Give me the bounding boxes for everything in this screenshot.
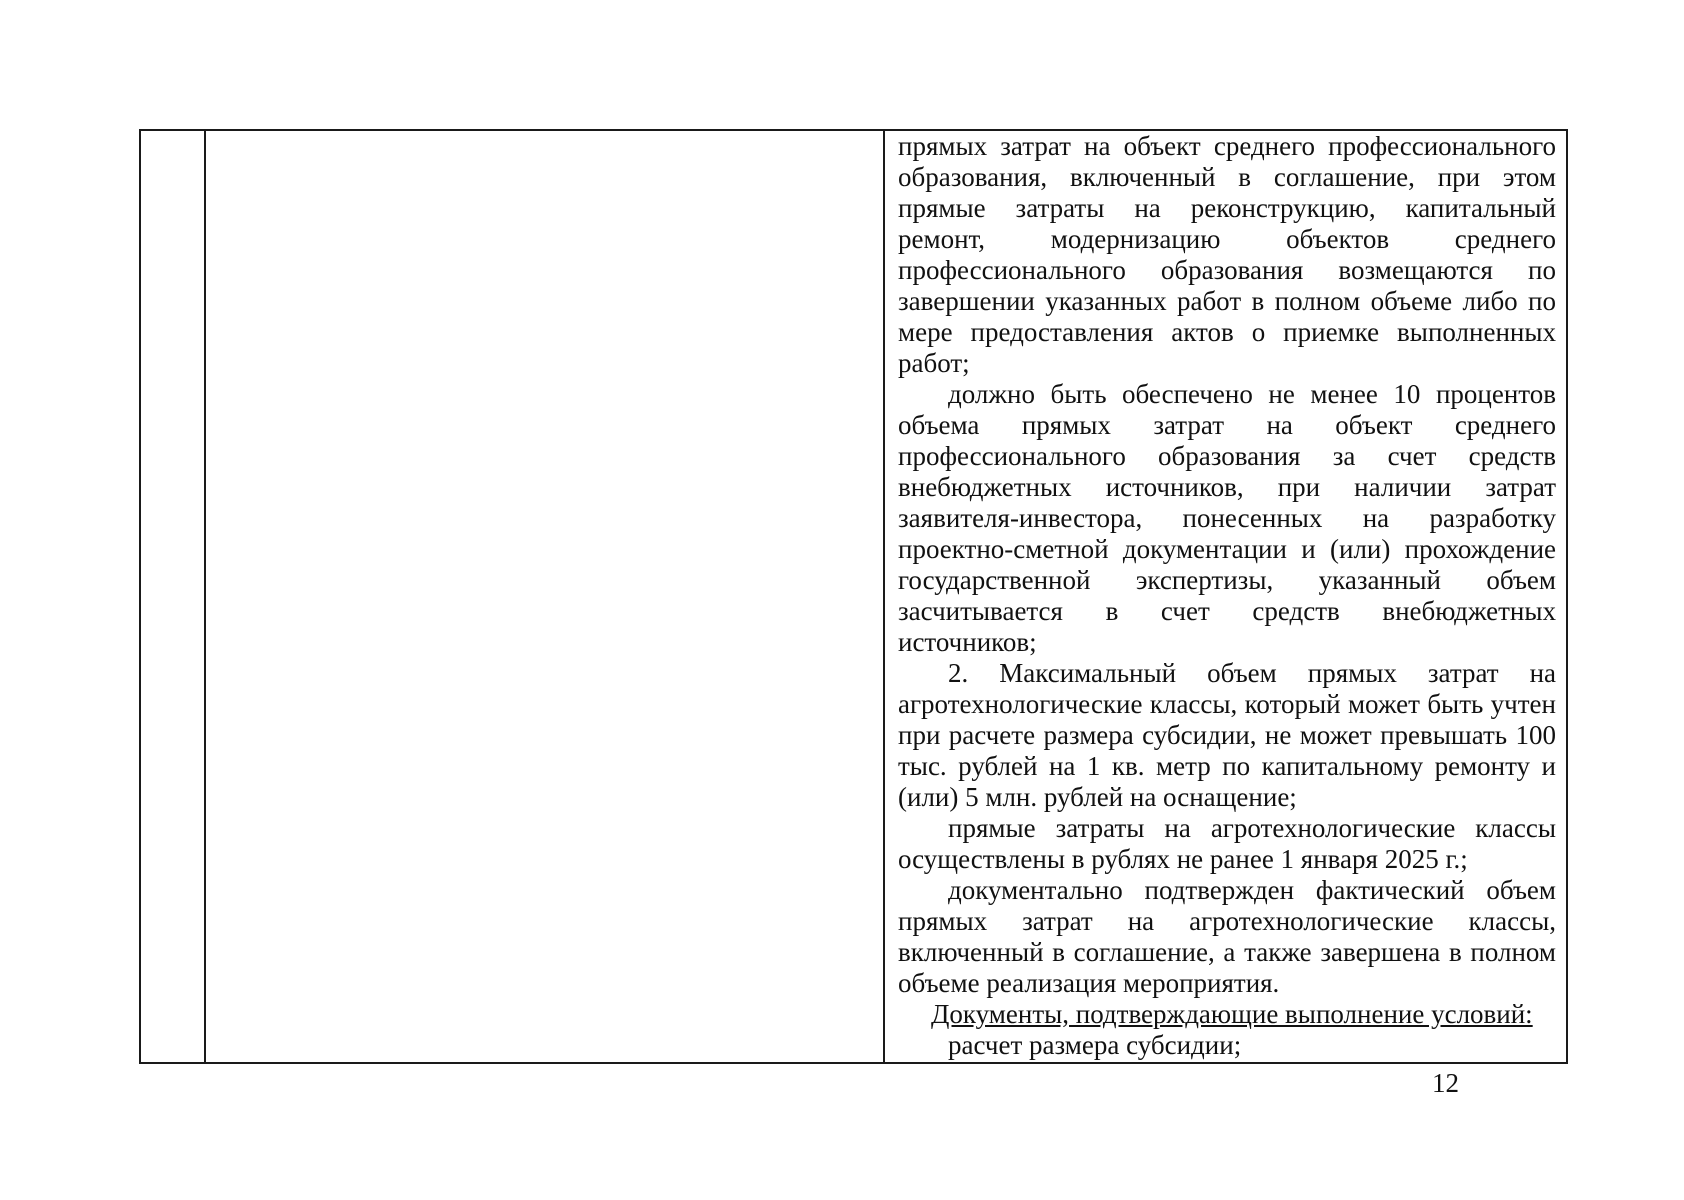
section-heading-text: Документы, подтверждающие выполнение условий: bbox=[931, 999, 1533, 1029]
paragraph bbox=[898, 1061, 1556, 1062]
paragraph: прямые затраты на агротехнологические классы осуществлены в рублях не ранее 1 января 2025 г.; bbox=[898, 813, 1556, 874]
paragraph: расчет размера субсидии; bbox=[948, 1030, 1242, 1060]
paragraph: 2. Максимальный объем прямых затрат на агротехнологические классы, который может быть учтен при расчете размера субсидии, не может превышать 100 тыс. рублей на 1 кв. метр по капитальному ремонту и (или) 5 млн. рублей на оснащение; bbox=[898, 658, 1556, 812]
paragraph: прямых затрат на объект среднего профессионального образования, включенный в соглашение, при этом прямые затраты на реконструкцию, капитальный ремонт, модернизацию объектов среднего профессионального образования возмещаются по завершении указанных работ в полном объеме либо по мере предоставления актов о приемке выполненных работ; bbox=[898, 131, 1556, 378]
paragraph: документально подтвержден фактический объем прямых затрат на агротехнологические классы, включенный в соглашение, а также завершена в полном объеме реализация мероприятия. bbox=[898, 875, 1556, 998]
paragraph: должно быть обеспечено не менее 10 процентов объема прямых затрат на объект среднего профессионального образования за счет средств внебюджетных источников, при наличии затрат заявителя-инвестора, понесенных на разработку проектно-сметной документации и (или) прохождение государственной экспертизы, указанный объем засчитывается в счет средств внебюджетных источников; bbox=[898, 379, 1556, 657]
section-heading bbox=[898, 999, 1556, 1030]
table-cell-conditions bbox=[885, 131, 1566, 1062]
table-cell-name bbox=[206, 131, 885, 1062]
table-cell-number bbox=[141, 131, 206, 1062]
document-table bbox=[139, 129, 1568, 1064]
page-number: 12 bbox=[1432, 1068, 1459, 1098]
